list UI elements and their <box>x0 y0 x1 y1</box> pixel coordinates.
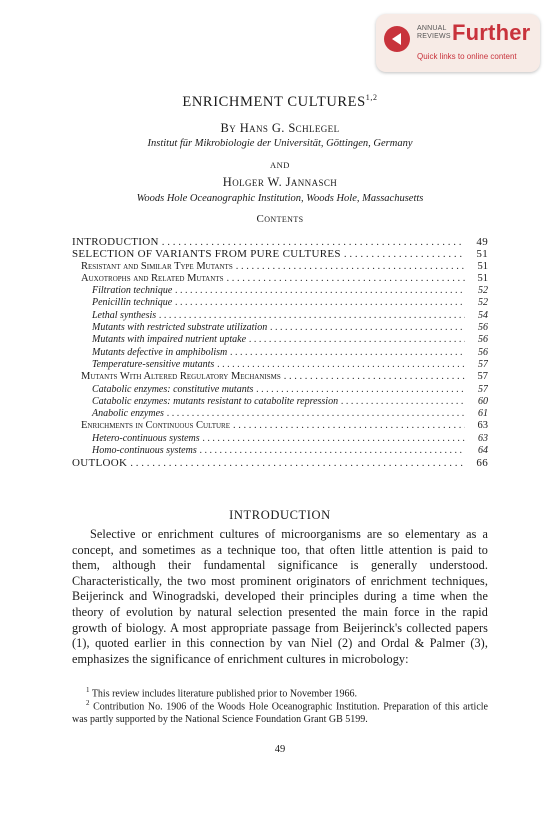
toc-entry[interactable] <box>72 236 488 248</box>
toc-entry[interactable] <box>72 457 488 469</box>
toc-entry-label: Mutants With Altered Regulatory Mechanisms <box>81 371 281 383</box>
toc-entry[interactable] <box>72 433 488 445</box>
contents-label: Contents <box>256 213 304 225</box>
table-of-contents <box>72 236 488 470</box>
toc-entry-label: OUTLOOK <box>72 457 128 470</box>
toc-entry[interactable] <box>72 371 488 383</box>
toc-entry-page: 63 <box>477 420 488 432</box>
toc-leader-dots <box>200 445 465 456</box>
toc-entry-page: 64 <box>478 445 488 457</box>
toc-leader-dots <box>236 261 465 272</box>
and-separator: AND <box>270 160 290 170</box>
toc-entry-page: 56 <box>478 322 488 334</box>
toc-entry[interactable] <box>72 445 488 457</box>
toc-entry-page: 66 <box>476 457 488 470</box>
toc-entry-label: Lethal synthesis <box>92 309 157 321</box>
toc-leader-dots <box>162 236 465 248</box>
toc-entry-page: 60 <box>478 395 488 407</box>
toc-entry[interactable] <box>72 420 488 432</box>
toc-entry-label: Anabolic enzymes <box>92 408 164 420</box>
toc-entry-page: 54 <box>478 309 488 321</box>
toc-entry[interactable] <box>72 310 488 322</box>
toc-leader-dots <box>249 334 465 345</box>
toc-entry-label: Hetero-continuous systems <box>92 432 200 444</box>
toc-entry[interactable] <box>72 334 488 346</box>
toc-leader-dots <box>217 359 465 370</box>
toc-entry-label: Filtration technique <box>92 285 173 297</box>
toc-entry[interactable] <box>72 384 488 396</box>
toc-entry-label: Auxotrophs and Related Mutants <box>81 272 224 284</box>
toc-entry-page: 61 <box>478 408 488 420</box>
badge-subtitle: Quick links to online content <box>417 52 517 61</box>
article-title: ENRICHMENT CULTURES$^{1,2}$ <box>182 93 378 110</box>
toc-entry[interactable] <box>72 408 488 420</box>
toc-entry[interactable] <box>72 347 488 359</box>
toc-leader-dots <box>341 396 465 407</box>
toc-leader-dots <box>167 408 465 419</box>
toc-entry[interactable] <box>72 248 488 260</box>
toc-entry[interactable] <box>72 261 488 273</box>
toc-entry[interactable] <box>72 285 488 297</box>
affiliation-1: Institut für Mikrobiologie der Universität, Göttingen, Germany <box>147 138 413 149</box>
toc-leader-dots <box>159 310 465 321</box>
toc-entry-label: Mutants with impaired nutrient uptake <box>92 334 247 346</box>
toc-entry-page: 63 <box>478 432 488 444</box>
toc-entry-label: Temperature-sensitive mutants <box>92 358 215 370</box>
toc-leader-dots <box>130 457 465 469</box>
author-2: Holger W. Jannasch <box>222 175 338 189</box>
toc-entry-label: Catabolic enzymes: mutants resistant to catabolite repression <box>92 395 339 407</box>
toc-leader-dots <box>203 433 465 444</box>
toc-entry[interactable] <box>72 297 488 309</box>
toc-entry[interactable] <box>72 273 488 285</box>
toc-entry-label: Homo-continuous systems <box>92 445 197 457</box>
toc-entry-page: 49 <box>476 236 488 248</box>
toc-entry-page: 56 <box>478 346 488 358</box>
toc-leader-dots <box>230 347 465 358</box>
toc-leader-dots <box>270 322 465 333</box>
play-left-icon <box>384 26 410 52</box>
toc-leader-dots <box>175 285 465 296</box>
footnote-2: $^2$ Contribution No. 1906 of the Woods Hole Oceanographic Institution. Preparation of this article was partly supported by the National Science Foundation Grant GB 5199. <box>72 699 488 725</box>
toc-entry-label: INTRODUCTION <box>72 236 159 248</box>
toc-entry-label: Catabolic enzymes: constitutive mutants <box>92 383 254 395</box>
introduction-heading: INTRODUCTION <box>229 508 331 522</box>
toc-leader-dots <box>256 384 465 395</box>
footnote-1: $^1$ This review includes literature published prior to November 1966. <box>86 686 358 700</box>
toc-entry-page: 51 <box>476 248 488 261</box>
toc-leader-dots <box>233 420 465 431</box>
toc-leader-dots <box>344 248 465 260</box>
author-1: By Hans G. Schlegel <box>220 121 340 135</box>
annual-reviews-further-badge[interactable] <box>376 14 540 72</box>
affiliation-2: Woods Hole Oceanographic Institution, Woods Hole, Massachusetts <box>136 193 424 204</box>
toc-entry[interactable] <box>72 359 488 371</box>
toc-entry-page: 51 <box>477 260 488 272</box>
toc-entry-page: 52 <box>478 285 488 297</box>
toc-entry-page: 57 <box>478 383 488 395</box>
page-number: 49 <box>274 744 286 755</box>
toc-entry-label: Enrichments in Continuous Culture <box>81 420 230 432</box>
toc-entry-label: SELECTION OF VARIANTS FROM PURE CULTURES <box>72 248 341 261</box>
introduction-paragraph: Selective or enrichment cultures of microorganisms are so elementary as a concept, and sometimes as a technique too, that often little attention is paid to them, although their fundamental significance is generally understood. Characteristically, the two most prominent originators of enrichment techniques, Beijerinck and Winogradski, developed their principles during a time when the theory of evolution by natural selection presented the main force in the rapid growth of biology. A most appropriate passage from Beijerinck's collected papers (1), quoted earlier in this connection by van Niel (2) and Ordal & Palmer (3), emphasizes the significance of enrichment cultures in microbology: <box>72 527 488 666</box>
toc-entry[interactable] <box>72 322 488 334</box>
badge-annual-reviews-label: ANNUAL REVIEWS <box>417 25 451 40</box>
toc-leader-dots <box>175 297 465 308</box>
toc-entry-label: Penicillin technique <box>92 297 173 309</box>
badge-brand: Further <box>452 20 531 45</box>
toc-entry-label: Resistant and Similar Type Mutants <box>81 260 233 272</box>
toc-entry[interactable] <box>72 396 488 408</box>
toc-leader-dots <box>226 273 465 284</box>
toc-entry-label: Mutants defective in amphibolism <box>92 346 228 358</box>
toc-entry-page: 57 <box>477 371 488 383</box>
toc-entry-page: 57 <box>478 358 488 370</box>
toc-entry-page: 52 <box>478 297 488 309</box>
toc-entry-label: Mutants with restricted substrate utilization <box>92 322 268 334</box>
toc-entry-page: 56 <box>478 334 488 346</box>
toc-leader-dots <box>284 371 465 382</box>
toc-entry-page: 51 <box>477 272 488 284</box>
